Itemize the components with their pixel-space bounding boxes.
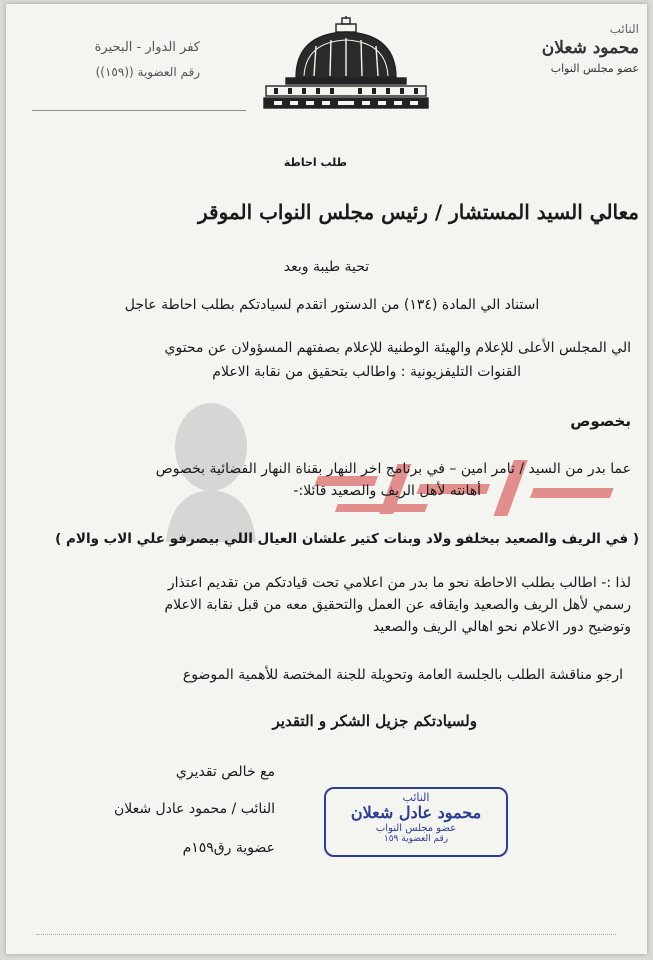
footer-divider [36,934,616,935]
greeting: تحية طيبة وبعد [283,259,370,275]
stamp-title: النائب [402,791,430,804]
header-left-block [30,40,200,79]
addressee-heading: معالي السيد المستشار / رئيس مجلس النواب الموقر [197,200,639,224]
paragraph-line: لذا :- اطالب بطلب الاحاطة نحو ما بدر من اعلامي تحت قيادتكم من تقديم اعتذار [167,575,631,591]
parliament-dome-logo-icon [256,16,436,114]
signature-membership: عضوية رق١٥٩م [182,840,275,856]
header-district: كفر الدوار - البحيرة [94,40,200,55]
header-member-role: عضو مجلس النواب [550,62,639,75]
signature-name: النائب / محمود عادل شعلان [113,801,275,817]
paragraph-media-council [21,336,631,384]
stamp-name: محمود عادل شعلان [350,803,482,822]
header-member-title: النائب [609,22,639,36]
paragraph-line: رسمي لأهل الريف والصعيد وايقافه عن العمل والتحقيق معه من قبل نقابة الاعلام [164,597,631,613]
paragraph-line: القنوات التليفزيونية : واطالب بتحقيق من نقابة الاعلام [212,364,521,380]
stamp-role: عضو مجلس النواب [375,823,457,834]
header-membership-number: رقم العضوية ((١٥٩)) [95,65,200,79]
signature-regards: مع خالص تقديري [175,764,275,780]
document-page [6,4,647,954]
official-stamp [324,787,508,857]
header-member-name: محمود شعلان [541,38,639,58]
request-type: طلب احاطة [283,156,347,169]
regarding-label: بخصوص [570,412,631,430]
paragraph-demands [21,572,631,638]
quoted-statement: ( في الريف والصعيد بيخلفو ولاد وبنات كتير علشان العيال اللي بيصرفو علي الاب والام ) [55,531,639,547]
paragraph-incident [21,458,631,502]
paragraph-line: عما بدر من السيد / تامر امين – في برنامج اخر النهار بقناة النهار الفضائية بخصوص [155,461,631,477]
paragraph-article-reference: استناد الي المادة (١٣٤) من الدستور اتقدم لسيادتكم بطلب احاطة عاجل [124,297,540,313]
closing-thanks: ولسيادتكم جزيل الشكر و التقدير [272,712,477,730]
header-divider [32,110,246,111]
paragraph-line: الي المجلس الأعلى للإعلام والهيئة الوطنية للإعلام بصفتهم المسؤولان عن محتوي [164,340,631,356]
header-right-block [509,22,639,75]
paragraph-discussion-request: ارجو مناقشة الطلب بالجلسة العامة وتحويلة للجنة المختصة للأهمية الموضوع [182,667,623,683]
paragraph-line: أهانته لأهل الريف والصعيد قائلا:- [293,483,481,499]
paragraph-line: وتوضيح دور الاعلام نحو اهالي الريف والصعيد [372,619,631,635]
stamp-membership: رقم العضوية ١٥٩ [383,834,449,844]
